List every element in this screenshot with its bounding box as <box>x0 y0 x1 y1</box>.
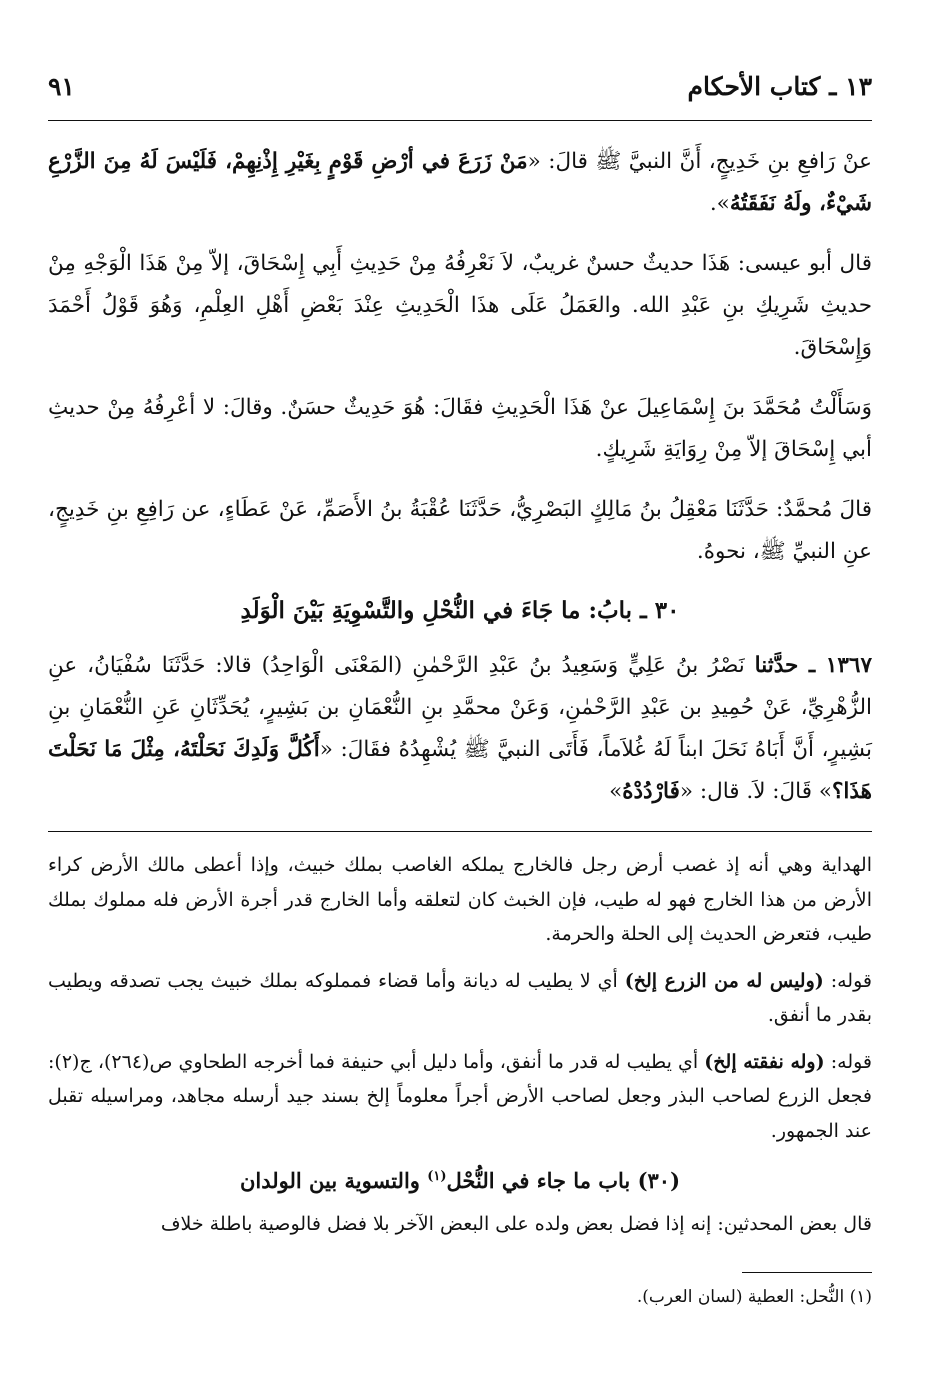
muhammad-chain: قالَ مُحمَّدٌ: حَدَّثَنَا مَعْقِلُ بنُ مَالِكٍ البَصْرِيُّ، حَدَّثَنَا عُقْبَةُ بنُ الأَصَمِّ، عَنْ عَطَاءٍ، عن رَافِعِ بنِ خَدِيجٍ، عنِ النبيِّ ﷺ، نحوهُ. <box>48 497 872 564</box>
bukhari-question: وَسَأَلْتُ مُحَمَّدَ بنَ إِسْمَاعِيلَ عنْ هَذَا الْحَدِيثِ فقَالَ: هُوَ حَدِيثٌ حسَنٌ. وقالَ: لا أعْرِفُهُ مِنْ حديثِ أبي إِسْحَاقَ إلاّ مِنْ رِوَايَةِ شَرِيكٍ. <box>48 395 872 462</box>
hadith-number: ١٣٦٧ ـ حدَّثنا <box>754 653 872 678</box>
abu-isa-comment: قال أبو عيسى: هَذَا حديثٌ حسنٌ غريبٌ، لاَ نَعْرِفُهُ مِنْ حَدِيثِ أَبِي إِسْحَاقَ، إلاّ مِنْ هَذَا الْوَجْهِ مِنْ حديثِ شَرِيكِ بنِ عَبْدِ الله. والعَمَلُ عَلَى هذَا الْحَدِيثِ عِنْدَ بَعْضِ أَهْلِ العِلْمِ، وَهُوَ قَوْلُ أَحْمَدَ وَإِسْحَاقَ. <box>48 251 872 360</box>
commentary-heading-text: (٣٠) باب ما جاء في النُّحْل <box>446 1168 681 1193</box>
hadith-1367 <box>48 645 872 813</box>
p1-prophetic-saying: مَنْ زَرَعَ في أرْضِ قَوْمٍ بِغَيْرِ إِذْنِهِمْ، فَلَيْسَ لَهُ مِنَ الزَّرْعِ شَيْءٌ، ولَهُ نَفَقَتُهُ <box>48 149 872 216</box>
footnote: (١) النُّحل: العطية (لسان العرب). <box>636 1287 872 1307</box>
hadith-1367-close: » <box>609 779 623 804</box>
hadith-1367-answer: » قَالَ: لاَ. قال: « <box>679 779 832 804</box>
commentary-paragraph-1: الهداية وهي أنه إذ غصب أرض رجل فالخارج يملكه الغاصب بملك خبيث، وإذا أعطى مالك الأرض كراء الأرض من هذا الخارج فهو له طيب، فإن الخبث كان لتعلقه وأما الخارج قدر أجرة الأرض فله مملوك بملك طيب، فتعرض الحديث إلى الحلة والحرمة. <box>48 854 872 945</box>
hadith-paragraph-1 <box>48 141 872 225</box>
c2-lead: قوله: <box>823 969 872 992</box>
p1-end: ». <box>709 191 730 216</box>
running-header <box>48 62 872 112</box>
c3-lead: قوله: <box>824 1050 873 1073</box>
footnote-ref: (١) <box>427 1169 447 1184</box>
c2-rest: أي لا يطيب له ديانة وأما قضاء فمملوكه بملك خبيث يجب تصدقه ويطيب بقدر ما أنفق. <box>48 969 872 1026</box>
c2-quote: (وليس له من الزرع إلخ) <box>624 969 824 992</box>
commentary-heading <box>48 1160 872 1199</box>
c3-rest: أي يطيب له قدر ما أنفق، وأما دليل أبي حنيفة فما أخرجه الطحاوي ص(٢٦٤)، ج(٢): فجعل الزرع لصاحب البذر وجعل لصاحب الأرض أجراً معلوماً إلخ بسند جيد أرسله مجاهد، ومراسيله تقبل عند الجمهور. <box>48 1050 872 1142</box>
commentary-paragraph-3 <box>48 1045 872 1149</box>
page <box>48 62 872 1344</box>
hadith-1367-command: فَارْدُدْهُ <box>622 779 680 804</box>
chapter-title: ١٣ ـ كتاب الأحكام <box>687 72 872 101</box>
page-number: ٩١ <box>48 72 75 101</box>
commentary-divider <box>48 831 872 832</box>
hadith-1367-chain: نَصْرُ بنُ عَلِيٍّ وَسَعِيدُ بنُ عَبْدِ الرَّحْمٰنِ (المَعْنَى الْوَاحِدُ) قالا: حَدَّثَنَا سُفْيَانُ، عنِ الزُّهْرِيِّ، عَنْ حُمِيدِ بن عَبْدِ الرَّحْمٰنِ، وَعَنْ محمَّدِ بنِ النُّعْمَانِ بن بَشِيرٍ، يُحَدِّثَانِ عَنِ النُّعْمَانِ بنِ بَشِيرٍ، أَنَّ أَبَاهُ نَحَلَ ابناً لَهُ غُلاَماً، فَأَتَى النبيَّ ﷺ يُشْهِدُهُ فقَالَ: « <box>48 653 872 762</box>
c3-quote: (وله نفقته إلخ) <box>704 1050 825 1073</box>
main-text <box>48 141 872 813</box>
header-divider <box>48 120 872 121</box>
footnote-divider <box>742 1272 872 1273</box>
commentary-paragraph-4: قال بعض المحدثين: إنه إذا فضل بعض ولده على البعض الآخر بلا فضل فالوصية باطلة خلاف <box>160 1212 872 1235</box>
p1-plain: عنْ رَافعِ بنِ خَدِيجٍ، أَنَّ النبيَّ ﷺ قالَ: « <box>527 149 872 174</box>
hadith-1367-question: أَكُلَّ وَلَدِكَ نَحَلْتَهُ، مِثْلَ مَا نَحَلْتَ هَذَا؟ <box>48 737 872 804</box>
commentary-paragraph-2 <box>48 964 872 1033</box>
commentary-section <box>48 848 872 1241</box>
commentary-heading-end: والتسوية بين الولدان <box>239 1168 428 1193</box>
chapter-heading: ٣٠ ـ بابُ: ما جَاءَ في النُّحْلِ والتَّسْوِيَةِ بَيْنَ الْوَلَدِ <box>240 597 680 624</box>
